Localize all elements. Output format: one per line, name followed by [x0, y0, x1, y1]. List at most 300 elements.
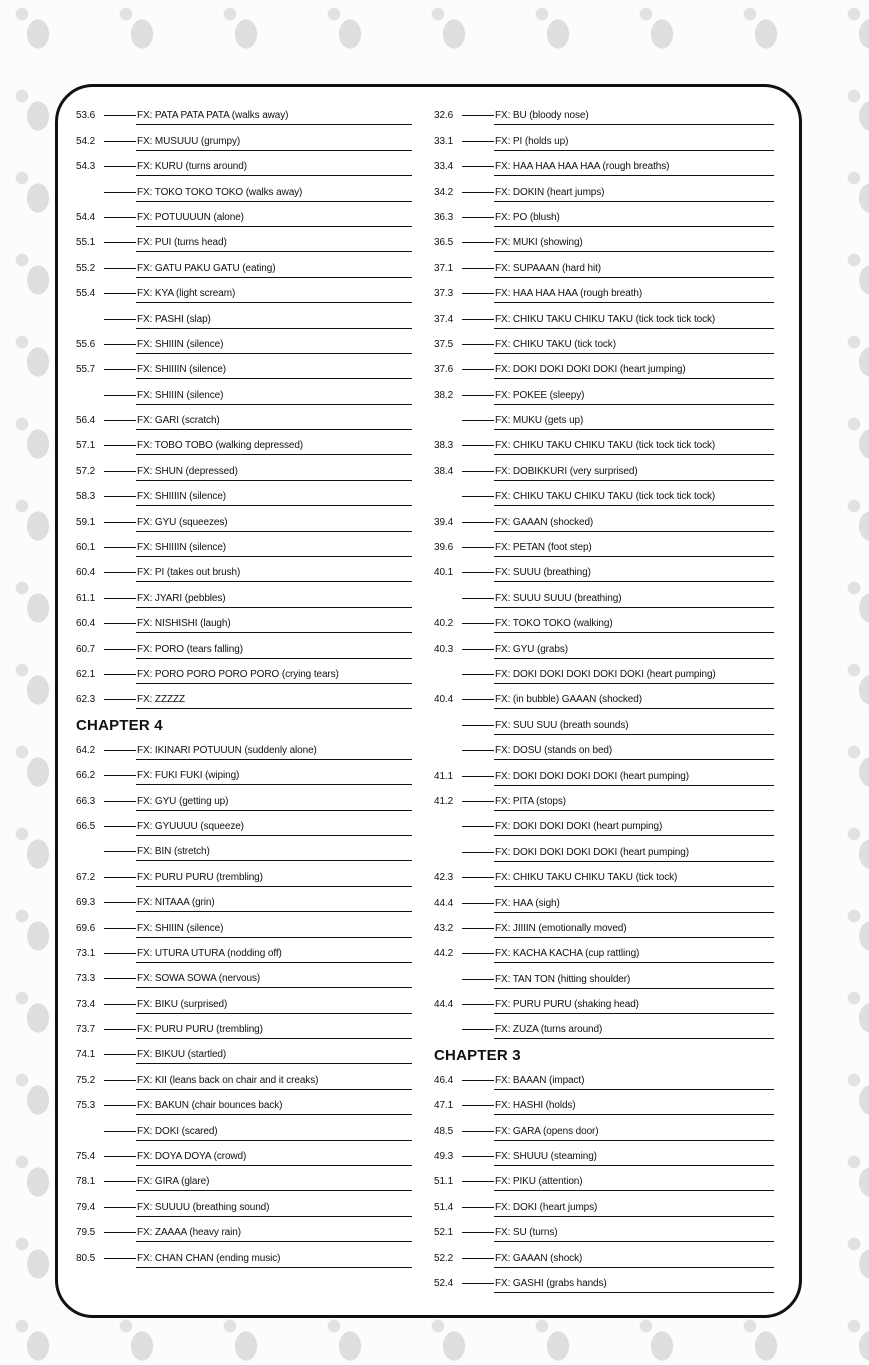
sfx-translation: FX: DOKI DOKI DOKI DOKI (heart pumping): [494, 771, 774, 786]
leader-line: [462, 801, 494, 802]
page-panel-number: 37.4: [434, 313, 454, 325]
sfx-entry: [76, 151, 412, 176]
sfx-translation: FX: SHIIIIN (silence): [136, 542, 412, 557]
page-panel-number: 57.1: [76, 440, 96, 452]
leader-line: [462, 1258, 494, 1259]
sfx-entry: [434, 278, 774, 303]
page-panel-number: 47.1: [434, 1100, 454, 1112]
page-panel-number: 39.4: [434, 516, 454, 528]
leader-line: [104, 826, 136, 827]
sfx-entry: [434, 1115, 774, 1140]
page-panel-number: 46.4: [434, 1074, 454, 1086]
sfx-entry: [76, 354, 412, 379]
sfx-translation: FX: ZZZZZ: [136, 694, 412, 709]
sfx-entry: [76, 100, 412, 125]
sfx-translation: FX: PATA PATA PATA (walks away): [136, 110, 412, 125]
sfx-translation: FX: CHIKU TAKU CHIKU TAKU (tick tock): [494, 872, 774, 887]
sfx-translation: FX: NITAAA (grin): [136, 897, 412, 912]
leader-line: [104, 420, 136, 421]
page-panel-number: 36.5: [434, 237, 454, 249]
sfx-entry: [434, 913, 774, 938]
leader-line: [104, 293, 136, 294]
page-panel-number: 69.6: [76, 922, 96, 934]
page-panel-number: 66.2: [76, 770, 96, 782]
leader-line: [462, 826, 494, 827]
leader-line: [462, 192, 494, 193]
sfx-entry: [434, 760, 774, 785]
page-panel-number: 43.2: [434, 922, 454, 934]
sfx-entry: [434, 1242, 774, 1267]
leader-line: [462, 852, 494, 853]
sfx-translation: FX: SHIIIIN (silence): [136, 364, 412, 379]
sfx-translation: FX: TAN TON (hitting shoulder): [494, 974, 774, 989]
leader-line: [104, 623, 136, 624]
sfx-entry: [76, 912, 412, 937]
leader-line: [462, 699, 494, 700]
sfx-translation: FX: DOYA DOYA (crowd): [136, 1151, 412, 1166]
sfx-entry: [434, 354, 774, 379]
leader-line: [104, 978, 136, 979]
sfx-entry: [434, 100, 774, 125]
leader-line: [462, 115, 494, 116]
sfx-translation: FX: HAA (sigh): [494, 898, 774, 913]
sfx-translation: FX: JIIIIN (emotionally moved): [494, 923, 774, 938]
sfx-entry: [76, 1115, 412, 1140]
sfx-entry: [434, 1268, 774, 1293]
leader-line: [462, 903, 494, 904]
sfx-translation: FX: ZAAAA (heavy rain): [136, 1227, 412, 1242]
leader-line: [104, 649, 136, 650]
page-panel-number: 41.1: [434, 770, 454, 782]
page-panel-number: 53.6: [76, 110, 96, 122]
sfx-entry: [434, 532, 774, 557]
page-panel-number: 66.3: [76, 795, 96, 807]
page-panel-number: 34.2: [434, 186, 454, 198]
page-panel-number: 33.4: [434, 161, 454, 173]
leader-line: [462, 293, 494, 294]
page-panel-number: 40.3: [434, 643, 454, 655]
sfx-entry: [434, 481, 774, 506]
leader-line: [104, 141, 136, 142]
sfx-entry: [434, 1217, 774, 1242]
page-panel-number: 62.3: [76, 694, 96, 706]
page-panel-number: 60.4: [76, 567, 96, 579]
sfx-entry: [434, 709, 774, 734]
leader-line: [462, 979, 494, 980]
sfx-translation: FX: GYU (getting up): [136, 796, 412, 811]
sfx-translation: FX: DOKI DOKI DOKI (heart pumping): [494, 821, 774, 836]
leader-line: [462, 471, 494, 472]
sfx-entry: [434, 252, 774, 277]
page-panel-number: 52.1: [434, 1227, 454, 1239]
page-panel-number: 55.7: [76, 364, 96, 376]
sfx-entry: [76, 227, 412, 252]
leader-line: [462, 166, 494, 167]
sfx-entry: [434, 938, 774, 963]
leader-line: [104, 471, 136, 472]
sfx-entry: [76, 785, 412, 810]
leader-line: [104, 1181, 136, 1182]
sfx-entry: [434, 1064, 774, 1089]
leader-line: [104, 496, 136, 497]
sfx-translation: FX: PUI (turns head): [136, 237, 412, 252]
leader-line: [104, 268, 136, 269]
sfx-translation: FX: PORO (tears falling): [136, 644, 412, 659]
sfx-entry: [76, 938, 412, 963]
leader-line: [462, 242, 494, 243]
leader-line: [462, 725, 494, 726]
sfx-entry: [76, 988, 412, 1013]
sfx-entry: [76, 430, 412, 455]
sfx-translation: FX: SHIIIN (silence): [136, 923, 412, 938]
leader-line: [462, 1029, 494, 1030]
sfx-translation: FX: SUUUU (breathing sound): [136, 1202, 412, 1217]
leader-line: [462, 572, 494, 573]
sfx-entry: [76, 963, 412, 988]
sfx-translation: FX: POKEE (sleepy): [494, 390, 774, 405]
sfx-entry: [76, 1191, 412, 1216]
leader-line: [104, 928, 136, 929]
leader-line: [462, 928, 494, 929]
sfx-entry: [434, 176, 774, 201]
sfx-translation: FX: SHIIIN (silence): [136, 339, 412, 354]
leader-line: [462, 522, 494, 523]
sfx-translation: FX: SHUN (depressed): [136, 466, 412, 481]
sfx-entry: [76, 557, 412, 582]
leader-line: [104, 674, 136, 675]
leader-line: [462, 623, 494, 624]
sfx-entry: [76, 532, 412, 557]
page-panel-number: 52.4: [434, 1277, 454, 1289]
sfx-translation: FX: HASHI (holds): [494, 1100, 774, 1115]
page-panel-number: 37.6: [434, 364, 454, 376]
sfx-translation: FX: DOKI (heart jumps): [494, 1202, 774, 1217]
sfx-translation: FX: HAA HAA HAA HAA (rough breaths): [494, 161, 774, 176]
sfx-entry: [76, 582, 412, 607]
leader-line: [104, 395, 136, 396]
sfx-translation: FX: CHIKU TAKU (tick tock): [494, 339, 774, 354]
sfx-translation: FX: PI (holds up): [494, 136, 774, 151]
page-panel-number: 56.4: [76, 415, 96, 427]
leader-line: [104, 1029, 136, 1030]
sfx-translation: FX: UTURA UTURA (nodding off): [136, 948, 412, 963]
sfx-translation: FX: GAAAN (shocked): [494, 517, 774, 532]
sfx-translation: FX: PETAN (foot step): [494, 542, 774, 557]
leader-line: [104, 851, 136, 852]
page-panel-number: 41.2: [434, 795, 454, 807]
sfx-entry: [434, 608, 774, 633]
sfx-translation: FX: PITA (stops): [494, 796, 774, 811]
leader-line: [104, 877, 136, 878]
sfx-translation: FX: SHUUU (steaming): [494, 1151, 774, 1166]
sfx-entry: [434, 1090, 774, 1115]
sfx-translation: FX: GYU (grabs): [494, 644, 774, 659]
sfx-entry: [434, 659, 774, 684]
sfx-translation: FX: PORO PORO PORO PORO (crying tears): [136, 669, 412, 684]
sfx-translation: FX: SHIIIN (silence): [136, 390, 412, 405]
sfx-translation: FX: HAA HAA HAA (rough breath): [494, 288, 774, 303]
sfx-entry: [434, 379, 774, 404]
sfx-entry: [434, 557, 774, 582]
page-panel-number: 40.1: [434, 567, 454, 579]
leader-line: [104, 572, 136, 573]
page-panel-number: 39.6: [434, 542, 454, 554]
sfx-entry: [76, 811, 412, 836]
sfx-translation: FX: PURU PURU (shaking head): [494, 999, 774, 1014]
sfx-entry: [434, 151, 774, 176]
sfx-translation: FX: SU (turns): [494, 1227, 774, 1242]
sfx-entry: [76, 760, 412, 785]
sfx-entry: [76, 608, 412, 633]
leader-line: [462, 217, 494, 218]
page-panel-number: 55.1: [76, 237, 96, 249]
leader-line: [462, 1080, 494, 1081]
sfx-translation: FX: KACHA KACHA (cup rattling): [494, 948, 774, 963]
sfx-translation: FX: BIN (stretch): [136, 846, 412, 861]
leader-line: [462, 1181, 494, 1182]
sfx-translation: FX: GIRA (glare): [136, 1176, 412, 1191]
page-panel-number: 38.4: [434, 465, 454, 477]
chapter-heading: CHAPTER 4: [76, 717, 163, 735]
sfx-translation: FX: BIKUU (startled): [136, 1049, 412, 1064]
page-panel-number: 78.1: [76, 1176, 96, 1188]
leader-line: [462, 1156, 494, 1157]
page-panel-number: 37.1: [434, 262, 454, 274]
sfx-translation: FX: CHIKU TAKU CHIKU TAKU (tick tock tick tock): [494, 314, 774, 329]
sfx-entry: [434, 811, 774, 836]
page-panel-number: [434, 1035, 462, 1039]
sfx-entry: [76, 659, 412, 684]
sfx-entry: [434, 1191, 774, 1216]
leader-line: [462, 369, 494, 370]
sfx-translation: FX: DOKIN (heart jumps): [494, 187, 774, 202]
sfx-translation: FX: SUU SUU (breath sounds): [494, 720, 774, 735]
sfx-translation: FX: PURU PURU (trembling): [136, 1024, 412, 1039]
sfx-translation: FX: GASHI (grabs hands): [494, 1278, 774, 1293]
leader-line: [104, 1105, 136, 1106]
page-panel-number: 61.1: [76, 592, 96, 604]
sfx-translation: FX: BU (bloody nose): [494, 110, 774, 125]
page-panel-number: 54.3: [76, 161, 96, 173]
sfx-entry: [76, 303, 412, 328]
page-panel-number: 42.3: [434, 872, 454, 884]
leader-line: [104, 217, 136, 218]
leader-line: [104, 775, 136, 776]
sfx-translation: FX: IKINARI POTUUUN (suddenly alone): [136, 745, 412, 760]
leader-line: [462, 674, 494, 675]
sfx-translation: FX: MUSUUU (grumpy): [136, 136, 412, 151]
leader-line: [104, 1207, 136, 1208]
leader-line: [104, 1232, 136, 1233]
leader-line: [462, 1283, 494, 1284]
leader-line: [462, 1131, 494, 1132]
sfx-entry: [434, 227, 774, 252]
leader-line: [104, 1004, 136, 1005]
page-panel-number: 40.4: [434, 694, 454, 706]
leader-line: [104, 1131, 136, 1132]
leader-line: [462, 649, 494, 650]
leader-line: [104, 192, 136, 193]
leader-line: [104, 344, 136, 345]
page-panel-number: 69.3: [76, 897, 96, 909]
sfx-entry: [76, 176, 412, 201]
sfx-translation: FX: GARI (scratch): [136, 415, 412, 430]
sfx-entry: [76, 278, 412, 303]
page-panel-number: 60.1: [76, 542, 96, 554]
page-panel-number: 75.3: [76, 1100, 96, 1112]
page-panel-number: 59.1: [76, 516, 96, 528]
leader-line: [462, 1232, 494, 1233]
sfx-translation: FX: SUUU SUUU (breathing): [494, 593, 774, 608]
page-panel-number: 52.2: [434, 1252, 454, 1264]
sfx-entry: [76, 1039, 412, 1064]
leader-line: [462, 319, 494, 320]
page-panel-number: 36.3: [434, 211, 454, 223]
sfx-entry: [434, 455, 774, 480]
sfx-entry: [434, 862, 774, 887]
page-panel-number: 37.3: [434, 288, 454, 300]
sfx-entry: [434, 684, 774, 709]
sfx-entry: [76, 1014, 412, 1039]
page-panel-number: 38.3: [434, 440, 454, 452]
page-panel-number: 33.1: [434, 135, 454, 147]
page-panel-number: 66.5: [76, 820, 96, 832]
sfx-entry: [434, 430, 774, 455]
leader-line: [462, 1004, 494, 1005]
sfx-entry: [76, 252, 412, 277]
sfx-entry: [76, 734, 412, 759]
page-panel-number: 73.4: [76, 998, 96, 1010]
sfx-translation: FX: SHIIIIN (silence): [136, 491, 412, 506]
page-panel-number: 73.3: [76, 973, 96, 985]
sfx-translation: FX: ZUZA (turns around): [494, 1024, 774, 1039]
sfx-entry: [76, 1064, 412, 1089]
sfx-entry: [76, 836, 412, 861]
leader-line: [462, 953, 494, 954]
sfx-entry: [76, 125, 412, 150]
sfx-translation: FX: PURU PURU (trembling): [136, 872, 412, 887]
page-panel-number: 79.4: [76, 1201, 96, 1213]
sfx-translation: FX: BAKUN (chair bounces back): [136, 1100, 412, 1115]
leader-line: [462, 776, 494, 777]
sfx-translation: FX: POTUUUUN (alone): [136, 212, 412, 227]
sfx-translation: FX: TOKO TOKO (walking): [494, 618, 774, 633]
sfx-translation: FX: MUKU (gets up): [494, 415, 774, 430]
page-panel-number: 55.4: [76, 288, 96, 300]
leader-line: [104, 369, 136, 370]
page-panel-number: 67.2: [76, 871, 96, 883]
leader-line: [104, 1156, 136, 1157]
page-panel-number: 44.4: [434, 999, 454, 1011]
sfx-entry: [76, 481, 412, 506]
sfx-entry: [76, 1242, 412, 1267]
leader-line: [104, 953, 136, 954]
sfx-column-left: [76, 100, 412, 1268]
sfx-entry: [76, 329, 412, 354]
sfx-translation: FX: PI (takes out brush): [136, 567, 412, 582]
leader-line: [462, 1207, 494, 1208]
sfx-entry: [76, 379, 412, 404]
leader-line: [104, 319, 136, 320]
sfx-entry: [434, 887, 774, 912]
sfx-translation: FX: BIKU (surprised): [136, 999, 412, 1014]
leader-line: [462, 395, 494, 396]
sfx-translation: FX: GYUUUU (squeeze): [136, 821, 412, 836]
sfx-entry: [76, 455, 412, 480]
sfx-entry: [76, 202, 412, 227]
leader-line: [462, 268, 494, 269]
sfx-entry: [434, 786, 774, 811]
leader-line: [104, 242, 136, 243]
sfx-translation: FX: GAAAN (shock): [494, 1253, 774, 1268]
sfx-entry: [434, 1166, 774, 1191]
page-panel-number: 38.2: [434, 389, 454, 401]
page-panel-number: 44.4: [434, 897, 454, 909]
leader-line: [104, 902, 136, 903]
sfx-entry: [434, 329, 774, 354]
leader-line: [104, 1080, 136, 1081]
page-panel-number: 75.2: [76, 1074, 96, 1086]
leader-line: [462, 445, 494, 446]
sfx-entry: [434, 963, 774, 988]
sfx-entry: [76, 633, 412, 658]
sfx-column-right: [434, 100, 774, 1293]
sfx-translation: FX: DOKI DOKI DOKI DOKI (heart pumping): [494, 847, 774, 862]
page-panel-number: 49.3: [434, 1151, 454, 1163]
sfx-entry: [434, 125, 774, 150]
leader-line: [462, 547, 494, 548]
sfx-translation: FX: DOKI DOKI DOKI DOKI DOKI (heart pumping): [494, 669, 774, 684]
sfx-entry: [434, 836, 774, 861]
sfx-translation: FX: CHIKU TAKU CHIKU TAKU (tick tock tick tock): [494, 491, 774, 506]
sfx-translation: FX: KII (leans back on chair and it creaks): [136, 1075, 412, 1090]
page-panel-number: 54.4: [76, 211, 96, 223]
sfx-translation: FX: NISHISHI (laugh): [136, 618, 412, 633]
sfx-translation: FX: GARA (opens door): [494, 1126, 774, 1141]
page-panel-number: 74.1: [76, 1049, 96, 1061]
page-panel-number: 60.7: [76, 643, 96, 655]
sfx-translation: FX: SOWA SOWA (nervous): [136, 973, 412, 988]
page-panel-number: 51.1: [434, 1176, 454, 1188]
sfx-translation: FX: PIKU (attention): [494, 1176, 774, 1191]
chapter-heading: CHAPTER 3: [434, 1047, 521, 1065]
sfx-translation: FX: PO (blush): [494, 212, 774, 227]
sfx-translation: FX: TOKO TOKO TOKO (walks away): [136, 187, 412, 202]
sfx-translation: FX: BAAAN (impact): [494, 1075, 774, 1090]
leader-line: [104, 522, 136, 523]
leader-line: [104, 1054, 136, 1055]
sfx-translation: FX: GYU (squeezes): [136, 517, 412, 532]
sfx-translation: FX: SUPAAAN (hard hit): [494, 263, 774, 278]
sfx-translation: FX: SUUU (breathing): [494, 567, 774, 582]
sfx-entry: [434, 303, 774, 328]
sfx-entry: [76, 405, 412, 430]
sfx-entry: [434, 582, 774, 607]
page-panel-number: 55.6: [76, 338, 96, 350]
sfx-entry: [76, 684, 412, 709]
leader-line: [104, 699, 136, 700]
leader-line: [104, 1258, 136, 1259]
sfx-entry: [434, 735, 774, 760]
sfx-translation: FX: DOKI DOKI DOKI DOKI (heart jumping): [494, 364, 774, 379]
leader-line: [104, 166, 136, 167]
sfx-entry: [76, 1090, 412, 1115]
leader-line: [462, 344, 494, 345]
sfx-translation: FX: CHIKU TAKU CHIKU TAKU (tick tock tick tock): [494, 440, 774, 455]
sfx-entry: [434, 506, 774, 531]
sfx-translation: FX: DOSU (stands on bed): [494, 745, 774, 760]
page-panel-number: 58.3: [76, 491, 96, 503]
